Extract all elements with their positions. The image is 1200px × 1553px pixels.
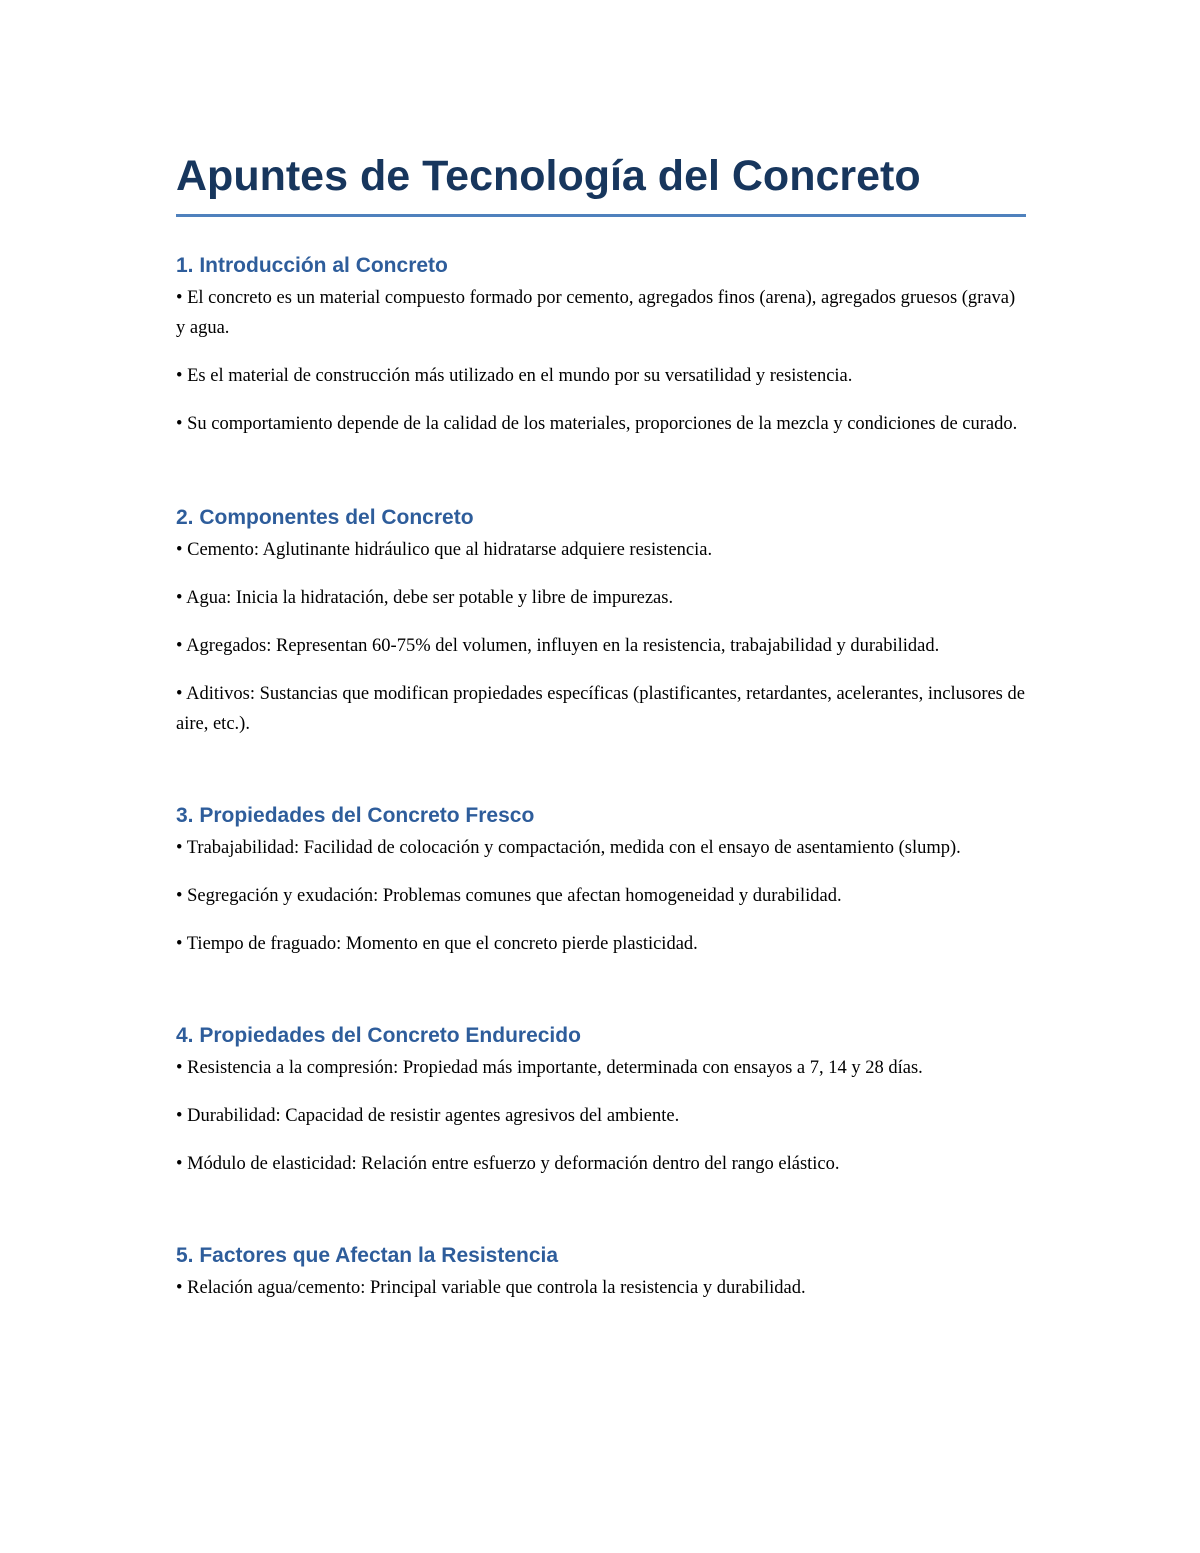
bullet-text: Relación agua/cemento: Principal variable que controla la resistencia y durabilidad. [187, 1278, 806, 1298]
bullet-marker: • [176, 366, 183, 386]
bullet-item [176, 409, 1026, 439]
bullet-marker: • [176, 414, 183, 434]
bullet-text: Aditivos: Sustancias que modifican propiedades específicas (plastificantes, retardantes, acelerantes, inclusores de aire, etc.). [176, 684, 1025, 734]
bullet-text: Cemento: Aglutinante hidráulico que al hidratarse adquiere resistencia. [187, 540, 713, 560]
section-2 [176, 501, 1026, 739]
bullet-text: Es el material de construcción más utilizado en el mundo por su versatilidad y resistencia. [187, 366, 853, 386]
bullet-text: Su comportamiento depende de la calidad de los materiales, proporciones de la mezcla y condiciones de curado. [187, 414, 1018, 434]
bullet-text: Módulo de elasticidad: Relación entre esfuerzo y deformación dentro del rango elástico. [187, 1154, 840, 1174]
bullet-text: Segregación y exudación: Problemas comunes que afectan homogeneidad y durabilidad. [187, 886, 842, 906]
section-4 [176, 1019, 1026, 1179]
bullet-marker: • [176, 934, 183, 954]
bullet-marker: • [176, 636, 183, 656]
bullet-marker: • [176, 886, 183, 906]
bullet-item [176, 631, 1026, 661]
bullet-item [176, 583, 1026, 613]
bullet-marker: • [176, 288, 183, 308]
bullet-text: Agregados: Representan 60-75% del volumen, influyen en la resistencia, trabajabilidad y durabilidad. [186, 636, 940, 656]
bullet-text: El concreto es un material compuesto formado por cemento, agregados finos (arena), agregados gruesos (grava) y agua. [176, 288, 1016, 338]
bullet-marker: • [176, 1106, 183, 1126]
bullet-marker: • [176, 1058, 183, 1078]
section-heading: 2. Componentes del Concreto [176, 506, 474, 529]
bullet-item [176, 361, 1026, 391]
section-heading: 4. Propiedades del Concreto Endurecido [176, 1024, 581, 1047]
section-3 [176, 799, 1026, 959]
bullet-item [176, 929, 1026, 959]
bullet-text: Tiempo de fraguado: Momento en que el concreto pierde plasticidad. [186, 934, 698, 954]
section-1 [176, 249, 1026, 439]
bullet-item [176, 1273, 1026, 1303]
bullet-text: Trabajabilidad: Facilidad de colocación y compactación, medida con el ensayo de asentamiento (slump). [186, 838, 961, 858]
bullet-marker: • [176, 540, 183, 560]
bullet-marker: • [176, 588, 183, 608]
section-heading: 3. Propiedades del Concreto Fresco [176, 804, 535, 827]
section-heading: 1. Introducción al Concreto [176, 254, 448, 277]
section-5 [176, 1239, 1026, 1303]
bullet-text: Durabilidad: Capacidad de resistir agentes agresivos del ambiente. [187, 1106, 680, 1126]
section-heading: 5. Factores que Afectan la Resistencia [176, 1244, 559, 1267]
bullet-item [176, 881, 1026, 911]
bullet-item [176, 679, 1026, 739]
document-page [176, 148, 1026, 1303]
bullet-item [176, 283, 1026, 343]
document-body [176, 249, 1026, 1303]
document-title: Apuntes de Tecnología del Concreto [176, 148, 1026, 217]
bullet-marker: • [176, 684, 183, 704]
bullet-item [176, 1101, 1026, 1131]
bullet-text: Agua: Inicia la hidratación, debe ser potable y libre de impurezas. [186, 588, 674, 608]
bullet-text: Resistencia a la compresión: Propiedad más importante, determinada con ensayos a 7, 14 y 28 días. [187, 1058, 923, 1078]
bullet-item [176, 1053, 1026, 1083]
bullet-marker: • [176, 838, 183, 858]
bullet-item [176, 833, 1026, 863]
bullet-item [176, 535, 1026, 565]
bullet-marker: • [176, 1154, 183, 1174]
bullet-marker: • [176, 1278, 183, 1298]
bullet-item [176, 1149, 1026, 1179]
